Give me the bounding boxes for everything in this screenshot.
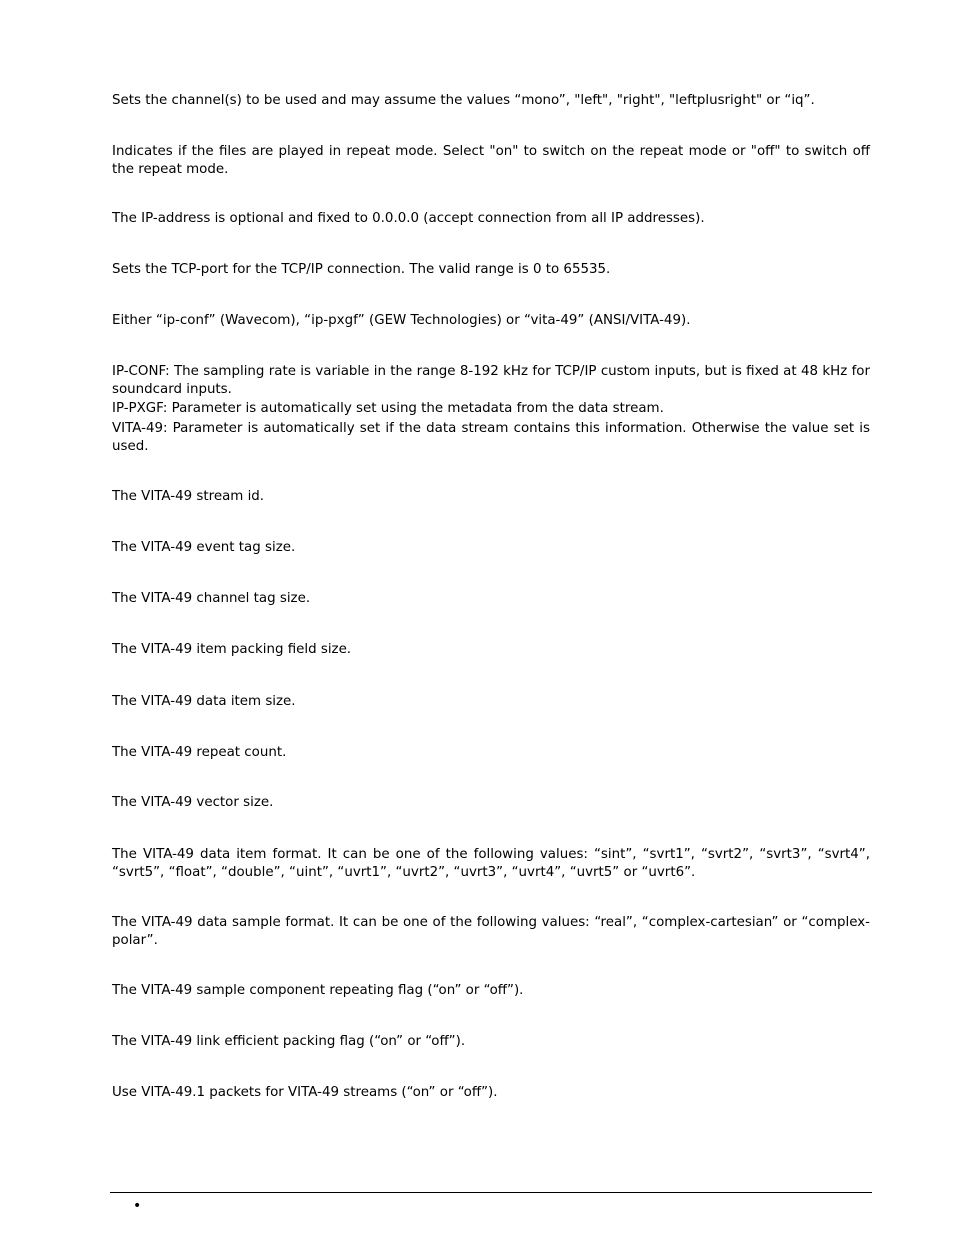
vita49-data-sample-format: The VITA-49 data sample format. It can be one of the following values: “real”, “complex-cartesian” or “complex-polar”. bbox=[112, 915, 870, 948]
vita49-data-item-size: The VITA-49 data item size. bbox=[112, 694, 296, 709]
sampling-rate-ip-pxgf: IP-PXGF: Parameter is automatically set using the metadata from the data stream. bbox=[112, 401, 664, 416]
vita49-data-item-format: The VITA-49 data item format. It can be one of the following values: “sint”, “svrt1”, “svrt2”, “svrt3”, “svrt4”, “svrt5”, “float”, “double”, “uint”, “uvrt1”, “uvrt2”, “uvrt3”, “uvrt4”, “uvrt5” or “uvrt6”. bbox=[112, 847, 870, 880]
sampling-rate-ip-conf: IP-CONF: The sampling rate is variable in the range 8-192 kHz for TCP/IP custom inputs, but is fixed at 48 kHz for soundcard inputs. bbox=[112, 364, 870, 397]
tcp-port-description: Sets the TCP-port for the TCP/IP connection. The valid range is 0 to 65535. bbox=[112, 262, 611, 277]
vita49-event-tag-size: The VITA-49 event tag size. bbox=[112, 540, 296, 555]
vita49-vector-size: The VITA-49 vector size. bbox=[112, 795, 274, 810]
vita49-link-efficient-packing: The VITA-49 link efficient packing flag (“on” or “off”). bbox=[112, 1034, 466, 1049]
vita49-1-packets: Use VITA-49.1 packets for VITA-49 streams (“on” or “off”). bbox=[112, 1085, 498, 1100]
sampling-rate-vita-49: VITA-49: Parameter is automatically set if the data stream contains this information. Otherwise the value set is used. bbox=[112, 421, 870, 454]
vita49-repeat-count: The VITA-49 repeat count. bbox=[112, 745, 287, 760]
vita49-stream-id: The VITA-49 stream id. bbox=[112, 489, 265, 504]
vita49-sample-repeating-flag: The VITA-49 sample component repeating flag (“on” or “off”). bbox=[112, 983, 524, 998]
ip-address-description: The IP-address is optional and fixed to 0.0.0.0 (accept connection from all IP addresses). bbox=[112, 211, 705, 226]
channel-description: Sets the channel(s) to be used and may assume the values “mono”, "left", "right", "leftplusright" or “iq”. bbox=[112, 93, 815, 108]
vita49-channel-tag-size: The VITA-49 channel tag size. bbox=[112, 591, 311, 606]
vita49-item-packing-field-size: The VITA-49 item packing field size. bbox=[112, 642, 352, 657]
repeat-mode-description: Indicates if the files are played in repeat mode. Select "on" to switch on the repeat mode or "off" to switch off the repeat mode. bbox=[112, 144, 870, 177]
footer-divider bbox=[110, 1192, 872, 1193]
protocol-description: Either “ip-conf” (Wavecom), “ip-pxgf” (GEW Technologies) or “vita-49” (ANSI/VITA-49). bbox=[112, 313, 691, 328]
footer-bullet: • bbox=[133, 1198, 142, 1214]
